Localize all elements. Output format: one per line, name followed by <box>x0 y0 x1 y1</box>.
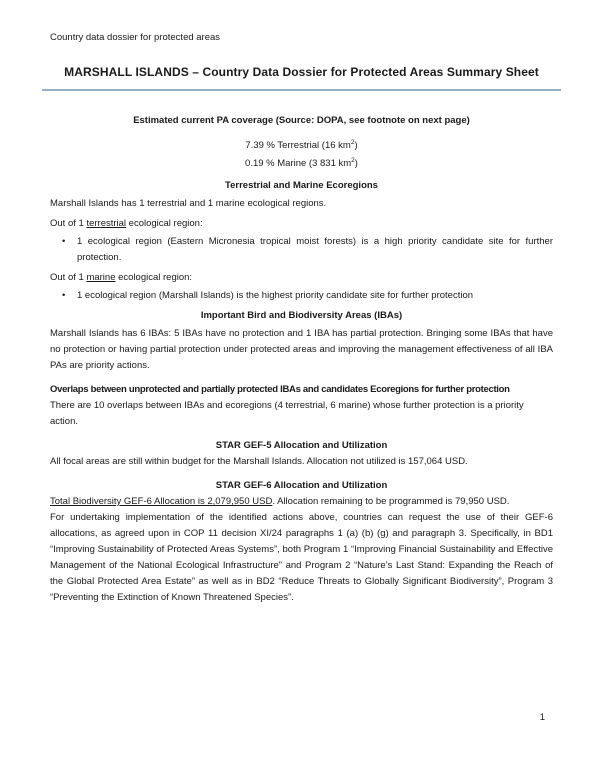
section-heading-ibas: Important Bird and Biodiversity Areas (IBAs) <box>200 310 403 321</box>
marine-bullet-list <box>50 288 553 304</box>
gef5-body: All focal areas are still within budget for the Marshall Islands. Allocation not utilized is 157,064 USD. <box>50 456 468 467</box>
bullet-text: 1 ecological region (Marshall Islands) is the highest priority candidate site for further protection <box>77 290 474 301</box>
gef6-opening-rest: . Allocation remaining to be programmed is 79,950 USD. <box>272 496 510 507</box>
superscript-2: 2 <box>351 156 355 164</box>
page-number: 1 <box>539 712 545 723</box>
section-heading-gef5: STAR GEF-5 Allocation and Utilization <box>215 440 388 451</box>
terrestrial-bullet-list <box>50 234 553 266</box>
ecoregions-terrestrial-lead <box>50 216 553 232</box>
underlined-term: terrestrial <box>86 218 127 229</box>
bullet-icon: • <box>62 236 66 247</box>
overlaps-body: There are 10 overlaps between IBAs and ecoregions (4 terrestrial, 6 marine) whose further protection is a priority action. <box>50 400 524 427</box>
bullet-text: 1 ecological region (Eastern Micronesia tropical moist forests) is a high priority candidate site for further protection. <box>77 236 553 263</box>
ecoregions-intro: Marshall Islands has 1 terrestrial and 1 marine ecological regions. <box>50 198 327 209</box>
list-item <box>62 234 553 266</box>
lead-text: ecological region: <box>115 272 193 283</box>
bullet-icon: • <box>62 290 66 301</box>
lead-text: Out of 1 <box>50 218 87 229</box>
section-heading-ecoregions: Terrestrial and Marine Ecoregions <box>225 180 378 191</box>
coverage-marine-text: 0.19 % Marine (3 831 km <box>245 158 352 169</box>
lead-text: Out of 1 <box>50 272 87 283</box>
section-heading-overlaps: Overlaps between unprotected and partially protected IBAs and candidates Ecoregions for further protection <box>50 384 510 395</box>
coverage-marine-close: ) <box>354 158 358 169</box>
page-title: MARSHALL ISLANDS – Country Data Dossier for Protected Areas Summary Sheet <box>64 65 539 79</box>
list-item <box>62 288 553 304</box>
coverage-marine-line <box>50 156 553 172</box>
superscript-2: 2 <box>350 138 355 146</box>
document-header: Country data dossier for protected areas <box>50 32 221 43</box>
gef6-underlined-statement: Total Biodiversity GEF-6 Allocation is 2,079,950 USD <box>50 496 273 507</box>
lead-text: ecological region: <box>126 218 203 229</box>
ibas-body: Marshall Islands has 6 IBAs: 5 IBAs have no protection and 1 IBA has partial protection. Bringing some IBAs that have no protection or having partial protection under protected areas and improving the management effectiveness of all IBA PAs are priority actions. <box>50 328 553 371</box>
section-heading-gef6: STAR GEF-6 Allocation and Utilization <box>215 480 388 491</box>
coverage-terrestrial-close: ) <box>354 140 358 151</box>
underlined-term: marine <box>86 272 116 283</box>
gef6-opening-line <box>50 494 553 510</box>
ecoregions-marine-lead <box>50 270 553 286</box>
title-block <box>42 62 561 91</box>
section-heading-pa-coverage: Estimated current PA coverage (Source: DOPA, see footnote on next page) <box>133 115 470 126</box>
coverage-terrestrial-text: 7.39 % Terrestrial (16 km <box>245 140 351 151</box>
gef6-body: For undertaking implementation of the identified actions above, countries can request the use of their GEF-6 allocations, as agreed upon in COP 11 decision XI/24 paragraphs 1 (a) (b) (g) and paragraph 3. Specifically, in BD1 “Improving Sustainability of Protected Areas Systems”, both Program 1 “Improving Financial Sustainability and Effective Management of the National Ecological Infrastructure” and Program 2 “Nature’s Last Stand: Expanding the Reach of the Global Protected Area Estate” as well as in BD2 “Reduce Threats to Globally Significant Biodiversity”, Program 3 “Preventing the Extinction of Known Threatened Species”. <box>50 512 553 603</box>
coverage-terrestrial-line <box>50 138 553 154</box>
